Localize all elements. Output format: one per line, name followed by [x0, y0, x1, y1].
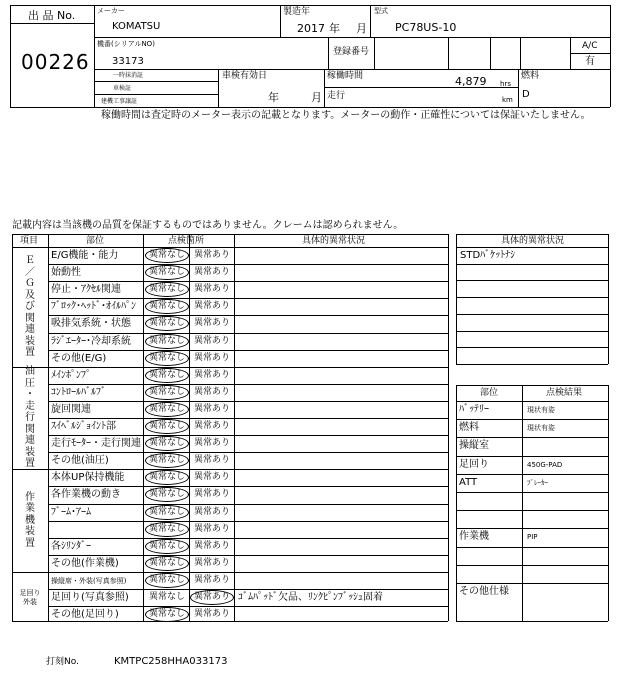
- ac-label: A/C: [582, 41, 598, 51]
- ok-option: 異常なし: [149, 472, 186, 483]
- row-line: [48, 264, 448, 265]
- extra-detail-text: STDﾊﾞｹｯﾄﾅｼ: [460, 250, 516, 261]
- ng-option: 異常あり: [194, 540, 231, 551]
- ok-circle-mark: [145, 351, 189, 366]
- row-line: [48, 418, 448, 419]
- check-row-line: [456, 492, 608, 493]
- ng-option: 異常あり: [194, 455, 231, 466]
- check-row-line: [456, 565, 608, 566]
- ok-circle-mark: [145, 522, 189, 537]
- ok-option: 異常なし: [149, 318, 186, 329]
- row-line: [48, 384, 448, 385]
- ok-circle-mark: [145, 385, 189, 400]
- ng-option: 異常あり: [194, 301, 231, 312]
- check-part: 作業機: [459, 531, 489, 543]
- part-label: ﾌﾞﾛｯｸ･ﾍｯﾄﾞ･ｵｲﾙﾊﾟﾝ: [51, 301, 136, 313]
- check-result: ﾌﾞﾚｰｶｰ: [527, 478, 548, 487]
- check-part: 足回り: [459, 458, 489, 470]
- part-label: ﾗｼﾞｴｰﾀｰ･冷却系統: [51, 335, 131, 347]
- part-label: ﾒｲﾝﾎﾟﾝﾌﾟ: [51, 369, 91, 381]
- inspection-month-unit: 月: [311, 91, 322, 104]
- ok-circle-mark: [145, 505, 189, 520]
- ok-option: 異常なし: [149, 335, 186, 346]
- ok-circle-mark: [145, 539, 189, 554]
- check-part: ﾊﾞｯﾃﾘｰ: [459, 404, 489, 415]
- inspection-year-unit: 年: [268, 91, 279, 104]
- ok-option: 異常なし: [149, 438, 186, 449]
- ok-option: 異常なし: [149, 403, 186, 414]
- ok-option: 異常なし: [149, 301, 186, 312]
- registration-label: 登録番号: [333, 47, 370, 57]
- row-line: [48, 298, 448, 299]
- row-line: [48, 606, 448, 607]
- row-line: [12, 572, 448, 573]
- ng-option: 異常あり: [194, 506, 231, 517]
- ng-circle-mark: [190, 590, 234, 605]
- month-unit: 月: [356, 22, 367, 35]
- ng-option: 異常あり: [194, 284, 231, 295]
- hours-unit: hrs: [500, 80, 511, 88]
- check-part: 操縦室: [459, 440, 489, 452]
- ng-option: 異常あり: [194, 438, 231, 449]
- check-row-line: [456, 419, 608, 420]
- temp-cancellation-label: 一時抹消証: [113, 72, 144, 79]
- year-value: 2017: [297, 22, 325, 35]
- ok-circle-mark: [145, 487, 189, 502]
- row-line: [48, 401, 448, 402]
- stamp-number: KMTPC258HHA033173: [114, 656, 228, 667]
- group-label: [23, 247, 37, 367]
- group-label-text: Ｅ ／ Ｇ 及 び 関 連 装 置: [25, 255, 35, 359]
- ng-option: 異常あり: [194, 421, 231, 431]
- check-part: 燃料: [459, 422, 479, 434]
- check-part: その他仕様: [459, 586, 509, 597]
- check-header-result: 点検結果: [546, 388, 583, 398]
- ok-option: 異常なし: [149, 557, 186, 568]
- ng-option: 異常あり: [194, 489, 231, 500]
- part-label: その他(油圧): [51, 455, 109, 467]
- ok-option: 異常なし: [149, 574, 186, 585]
- row-line: [48, 589, 448, 590]
- ng-option: 異常あり: [194, 335, 231, 346]
- group-label-text: 作 業 機 装 置: [25, 491, 35, 549]
- ok-option: 異常なし: [149, 284, 186, 295]
- ok-option: 異常なし: [149, 455, 186, 466]
- part-label: 足回り(写真参照): [51, 592, 129, 603]
- col-header-detail: 具体的異常状況: [302, 236, 366, 246]
- ng-option: 異常あり: [194, 250, 231, 260]
- ok-circle-mark: [145, 368, 189, 383]
- part-label: 旋回関連: [51, 403, 91, 415]
- ok-circle-mark: [145, 436, 189, 451]
- extra-row-line: [456, 297, 608, 298]
- part-label: E/G機能・能力: [51, 250, 119, 261]
- row-line: [48, 350, 448, 351]
- extra-row-line: [456, 264, 608, 265]
- part-label: ｺﾝﾄﾛｰﾙﾊﾞﾙﾌﾞ: [51, 386, 106, 398]
- row-line: [48, 486, 448, 487]
- part-label: 始動性: [51, 267, 81, 279]
- row-line: [48, 504, 448, 505]
- extra-row-line: [456, 347, 608, 348]
- check-row-line: [456, 456, 608, 457]
- group-label-text: 足回り 外装: [19, 589, 41, 606]
- year-label: 製造年: [283, 7, 311, 17]
- maker-value: KOMATSU: [112, 21, 161, 32]
- row-line: [48, 315, 448, 316]
- disclaimer: 記載内容は当該機の品質を保証するものではありません。クレームは認められません。: [12, 220, 404, 231]
- check-row-line: [456, 583, 608, 584]
- operating-hours-label: 稼働時間: [327, 71, 364, 81]
- check-part: ATT: [459, 476, 478, 488]
- part-label: 吸排気系統・状態: [51, 318, 131, 330]
- vehicle-inspection-label: 車検証: [113, 85, 132, 92]
- ok-circle-mark: [145, 402, 189, 417]
- ok-option: 異常なし: [149, 489, 186, 500]
- ng-option: 異常あり: [194, 557, 231, 568]
- ok-circle-mark: [145, 299, 189, 314]
- ok-circle-mark: [145, 248, 189, 263]
- extra-row-line: [456, 280, 608, 281]
- year-unit: 年: [329, 22, 340, 35]
- col-header-part: 部位: [86, 236, 105, 246]
- hours-note: 稼働時間は査定時のメーター表示の記載となります。メーターの動作・正確性については保証いたしません。: [101, 110, 591, 121]
- check-header-part: 部位: [480, 388, 499, 398]
- check-row-line: [456, 510, 608, 511]
- inspection-valid-label: 車検有効日: [222, 71, 268, 81]
- ok-option: 異常なし: [149, 506, 186, 517]
- model-value: PC78US-10: [395, 21, 457, 34]
- ng-option: 異常あり: [194, 386, 231, 397]
- part-label: その他(作業機): [51, 557, 119, 569]
- ok-circle-mark: [145, 419, 189, 434]
- ok-circle-mark: [145, 573, 189, 588]
- fuel-value: D: [522, 89, 530, 100]
- machine-no-label: 機番(シリアルNO): [97, 40, 155, 48]
- ok-option: 異常なし: [149, 609, 186, 620]
- col-header-check: 点検箇所: [168, 236, 205, 246]
- ok-option: 異常なし: [149, 369, 186, 380]
- group-label: [23, 469, 37, 572]
- serial-label: 出 品 No.: [28, 9, 76, 22]
- check-result: PIP: [527, 533, 538, 542]
- row-line: [12, 469, 448, 470]
- ok-circle-mark: [145, 470, 189, 485]
- detail-text: ｺﾞﾑﾊﾟｯﾄﾞ欠品、ﾘﾝｸﾋﾟﾝﾌﾞｯｼｭ固着: [238, 592, 383, 603]
- check-result: 現状有姿: [527, 406, 555, 414]
- check-row-line: [456, 621, 608, 622]
- ok-option: 異常なし: [149, 540, 186, 551]
- ok-option: 異常なし: [149, 352, 186, 363]
- check-row-line: [456, 528, 608, 529]
- part-label: 操縦席・外装(写真参照): [51, 576, 127, 585]
- check-row-line: [456, 437, 608, 438]
- group-label-text: 油 圧 ・ 走 行 関 連 装 置: [25, 366, 35, 470]
- part-label: 各ｼﾘﾝﾀﾞｰ: [51, 540, 91, 552]
- group-label: [19, 572, 41, 623]
- extra-row-line: [456, 314, 608, 315]
- ok-circle-mark: [145, 316, 189, 331]
- check-row-line: [456, 401, 608, 402]
- ng-option: 異常あり: [194, 267, 231, 278]
- row-line: [48, 333, 448, 334]
- check-row-line: [456, 547, 608, 548]
- ng-option: 異常あり: [194, 318, 231, 329]
- serial-number: 00226: [21, 50, 90, 74]
- extra-row-line: [456, 364, 608, 365]
- ok-option: 異常なし: [149, 421, 186, 431]
- part-label: ﾌﾞｰﾑ･ｱｰﾑ: [51, 506, 91, 518]
- ng-option: 異常あり: [194, 592, 231, 602]
- ng-option: 異常あり: [194, 523, 231, 534]
- part-label: ｽｲﾍﾞﾙｼﾞｮｲﾝﾄ部: [51, 421, 116, 432]
- part-label: 各作業機の動き: [51, 489, 121, 501]
- distance-label: 走行: [327, 91, 346, 101]
- col-header-item: 項目: [20, 236, 39, 246]
- part-label: その他(足回り): [51, 609, 119, 621]
- check-result: 450G-PAD: [527, 460, 563, 469]
- part-label: 走行ﾓｰﾀｰ・走行関連: [51, 438, 141, 450]
- ok-circle-mark: [145, 334, 189, 349]
- model-label: 型式: [374, 7, 388, 15]
- stamp-label: 打刻No.: [46, 657, 79, 667]
- extra-row-line: [456, 331, 608, 332]
- ok-circle-mark: [145, 607, 189, 622]
- operating-hours-value: 4,879: [455, 75, 487, 88]
- fuel-label: 燃料: [521, 71, 540, 81]
- maker-label: メーカー: [97, 7, 125, 15]
- ok-circle-mark: [145, 282, 189, 297]
- row-line: [48, 555, 448, 556]
- group-label: [23, 367, 37, 470]
- ng-option: 異常あり: [194, 352, 231, 363]
- ac-value: 有: [585, 56, 595, 67]
- check-row-line: [456, 474, 608, 475]
- ng-option: 異常あり: [194, 369, 231, 380]
- row-line: [48, 452, 448, 453]
- ok-option: 異常なし: [149, 386, 186, 397]
- ok-option: 異常なし: [149, 523, 186, 534]
- check-result: 現状有姿: [527, 424, 555, 433]
- row-line: [48, 435, 448, 436]
- row-line: [12, 367, 448, 368]
- ok-option: 異常なし: [149, 592, 186, 602]
- distance-unit: km: [502, 96, 513, 104]
- ok-circle-mark: [145, 265, 189, 280]
- ok-circle-mark: [145, 556, 189, 571]
- ok-option: 異常なし: [149, 250, 186, 260]
- machine-no-value: 33173: [112, 56, 144, 67]
- row-line: [48, 521, 448, 522]
- ok-option: 異常なし: [149, 267, 186, 278]
- part-label: 本体UP保持機能: [51, 472, 125, 484]
- ng-option: 異常あり: [194, 574, 231, 585]
- part-label: 停止・ｱｸｾﾙ関連: [51, 284, 121, 296]
- ng-option: 異常あり: [194, 609, 231, 620]
- ng-option: 異常あり: [194, 472, 231, 483]
- construction-cert-label: 建機工事譲証: [101, 98, 138, 105]
- part-label: その他(E/G): [51, 352, 107, 364]
- ng-option: 異常あり: [194, 403, 231, 414]
- ok-circle-mark: [145, 453, 189, 468]
- row-line: [48, 281, 448, 282]
- extra-detail-header: 具体的異常状況: [501, 236, 565, 246]
- row-line: [48, 538, 448, 539]
